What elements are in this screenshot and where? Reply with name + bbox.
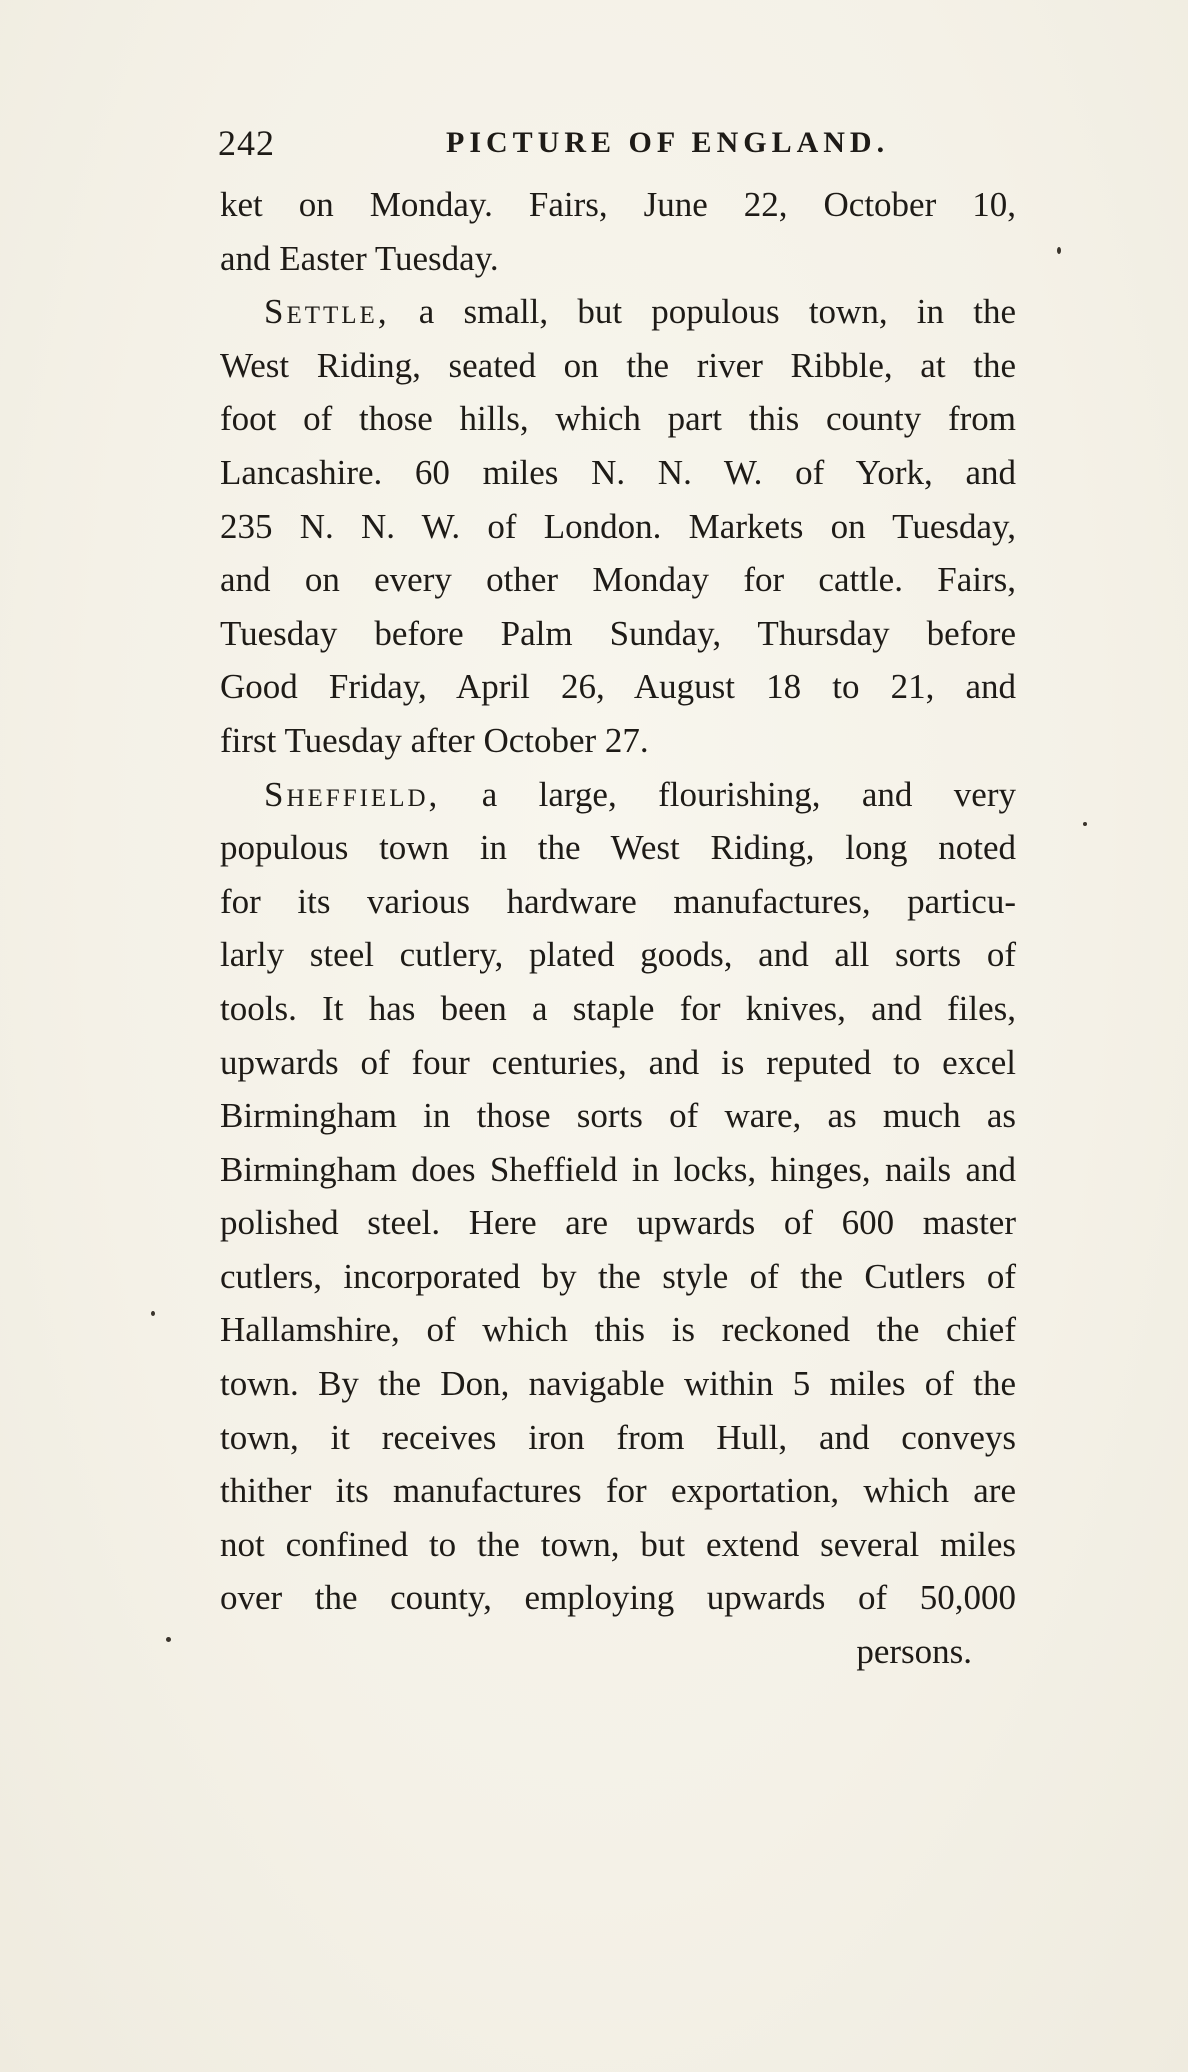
text-line: and Easter Tuesday. [220,238,499,278]
body-text [220,178,1016,1679]
text-fragment: a large, flourishing, and very [440,774,1016,814]
text-line: ket on Monday. Fairs, June 22, October 10, [220,185,1016,224]
text-fragment: a small, but populous town, in the [389,292,1016,332]
text-line: over the county, employing upwards of 50,000 [220,1578,1016,1618]
text-line: polished steel. Here are upwards of 600 master [220,1203,1016,1243]
page-number: 242 [218,123,275,163]
catchword: persons. [856,1632,972,1672]
text-line [220,768,1016,822]
page-header [218,122,1018,166]
text-line: populous town in the West Riding, long noted [220,828,1016,868]
text-line: tools. It has been a staple for knives, and files, [220,988,1016,1028]
text-line: thither its manufactures for exportation, which are [220,1471,1016,1511]
text-line: not confined to the town, but extend several miles [220,1524,1016,1564]
place-name-settle: Settle, [264,292,390,332]
text-line: Birmingham does Sheffield in locks, hinges, nails and [220,1149,1016,1189]
text-line [220,285,1016,339]
text-line: Lancashire. 60 miles N. N. W. of York, and [220,452,1016,492]
text-line: larly steel cutlery, plated goods, and all sorts of [220,935,1016,975]
ink-speck [1057,247,1061,254]
place-name-sheffield: Sheffield, [264,774,441,814]
text-line: town, it receives iron from Hull, and conveys [220,1417,1016,1457]
text-line: Tuesday before Palm Sunday, Thursday before [220,613,1016,653]
text-line: Good Friday, April 26, August 18 to 21, and [220,667,1016,707]
text-line: Hallamshire, of which this is reckoned the chief [220,1310,1016,1350]
text-line: Birmingham in those sorts of ware, as much as [220,1096,1016,1136]
ink-speck [1083,822,1087,826]
text-line: West Riding, seated on the river Ribble, at the [220,345,1016,385]
text-line: 235 N. N. W. of London. Markets on Tuesday, [220,506,1016,546]
text-line: cutlers, incorporated by the style of the Cutlers of [220,1256,1016,1296]
text-line: and on every other Monday for cattle. Fairs, [220,560,1016,600]
ink-speck [151,1311,155,1316]
running-title: PICTURE OF ENGLAND. [446,126,890,159]
ink-speck [166,1637,171,1642]
text-line: town. By the Don, navigable within 5 miles of the [220,1364,1016,1404]
text-line: foot of those hills, which part this county from [220,399,1016,439]
text-line: upwards of four centuries, and is reputed to excel [220,1042,1016,1082]
text-line: for its various hardware manufactures, particu- [220,881,1016,921]
text-line: first Tuesday after October 27. [220,720,649,760]
